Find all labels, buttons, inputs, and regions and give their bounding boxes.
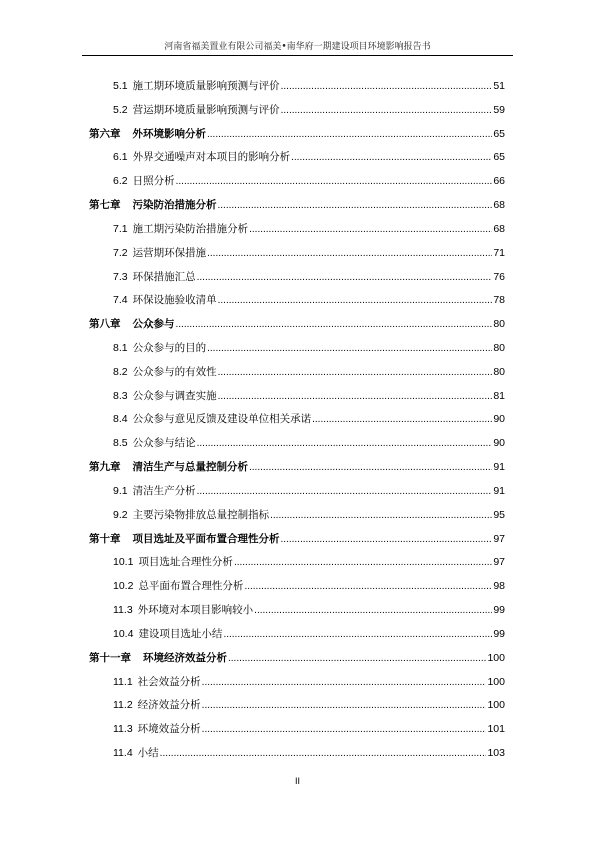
toc-entry-title: 营运期环境质量影响预测与评价: [132, 103, 280, 116]
toc-entry-title: 主要污染物排放总量控制指标: [132, 508, 270, 521]
toc-section-number: 11.4: [113, 746, 133, 759]
toc-dot-leader: [312, 412, 492, 428]
toc-section-entry: [89, 364, 505, 380]
toc-entry-title: 公众参与的目的: [132, 342, 207, 355]
toc-section-number: 8.4: [113, 413, 128, 426]
toc-chapter-number: 第十一章: [89, 651, 131, 664]
toc-page-number: 80: [493, 342, 505, 355]
toc-dot-leader: [218, 293, 493, 309]
toc-section-entry: [89, 721, 505, 737]
toc-section-number: 7.3: [113, 270, 128, 283]
toc-dot-leader: [281, 103, 493, 119]
toc-section-number: 5.1: [113, 80, 128, 92]
toc-dot-leader: [197, 270, 493, 286]
toc-chapter-number: 第十章: [89, 532, 121, 545]
toc-dot-leader: [218, 365, 493, 381]
toc-dot-leader: [249, 222, 492, 238]
toc-page-number: 80: [493, 365, 505, 378]
toc-entry-title: 社会效益分析: [137, 675, 201, 688]
toc-entry-title: 外环境对本项目影响较小: [137, 604, 254, 617]
toc-dot-leader: [176, 174, 493, 190]
toc-entry-title: 项目选址合理性分析: [138, 556, 233, 569]
toc-section-entry: [89, 507, 505, 523]
toc-entry-title: 环境经济效益分析: [143, 651, 227, 664]
toc-section-entry: [89, 221, 505, 237]
toc-entry-title: 经济效益分析: [137, 699, 201, 712]
toc-section-entry: [89, 578, 505, 594]
toc-section-number: 7.2: [113, 246, 128, 259]
toc-section-number: 5.2: [113, 103, 128, 116]
toc-chapter-entry: [89, 459, 505, 475]
toc-section-number: 11.1: [113, 675, 133, 688]
toc-section-entry: [89, 340, 505, 356]
toc-section-number: 10.1: [113, 556, 134, 569]
toc-chapter-number: 第九章: [89, 461, 121, 474]
toc-page-number: 99: [493, 604, 505, 617]
toc-section-number: 11.2: [113, 699, 133, 712]
toc-chapter-number: 第六章: [89, 127, 121, 140]
toc-entry-title: 环保设施验收清单: [132, 294, 217, 307]
toc-entry-title: 施工期污染防治措施分析: [132, 222, 249, 235]
toc-section-entry: [89, 674, 505, 690]
toc-page-number: 98: [493, 580, 505, 593]
toc-page-number: 91: [493, 484, 505, 497]
toc-entry-title: 施工期环境质量影响预测与评价: [132, 80, 280, 92]
toc-dot-leader: [160, 746, 487, 762]
toc-entry-title: 项目选址及平面布置合理性分析: [132, 532, 280, 545]
toc-dot-leader: [176, 317, 493, 333]
toc-section-entry: [89, 78, 505, 94]
toc-dot-leader: [218, 389, 493, 405]
toc-entry-title: 日照分析: [132, 175, 175, 188]
toc-page-number: 76: [493, 270, 505, 283]
toc-dot-leader: [270, 508, 492, 524]
toc-section-entry: [89, 245, 505, 261]
toc-dot-leader: [218, 198, 493, 214]
toc-section-number: 11.3: [113, 723, 133, 736]
toc-section-entry: [89, 602, 505, 618]
toc-page-number: 66: [493, 175, 505, 188]
toc-page-number: 65: [493, 127, 505, 140]
toc-dot-leader: [207, 246, 492, 262]
toc-section-number: 7.4: [113, 294, 128, 307]
toc-entry-title: 环保措施汇总: [132, 270, 196, 283]
toc-dot-leader: [197, 436, 493, 452]
toc-dot-leader: [228, 651, 486, 667]
toc-section-number: 7.1: [113, 222, 128, 235]
toc-entry-title: 公众参与的有效性: [132, 365, 217, 378]
toc-page-number: 100: [487, 675, 505, 688]
toc-page-number: 91: [493, 461, 505, 474]
toc-page-number: 81: [493, 389, 505, 402]
toc-chapter-entry: [89, 316, 505, 332]
toc-section-entry: [89, 411, 505, 427]
toc-page-number: 100: [487, 651, 505, 664]
toc-section-entry: [89, 554, 505, 570]
toc-dot-leader: [207, 341, 492, 357]
toc-section-number: 9.1: [113, 484, 128, 497]
toc-section-number: 10.2: [113, 580, 134, 593]
toc-section-number: 8.5: [113, 437, 128, 450]
toc-entry-title: 污染防治措施分析: [132, 199, 217, 212]
toc-section-entry: [89, 269, 505, 285]
toc-dot-leader: [244, 579, 492, 595]
toc-page-number: 101: [487, 723, 505, 736]
toc-entry-title: 运营期环保措施: [132, 246, 207, 259]
toc-entry-title: 外环境影响分析: [132, 127, 206, 140]
running-header: 河南省福美置业有限公司福美•南华府一期建设项目环境影响报告书: [82, 40, 513, 56]
toc-chapter-entry: [89, 197, 505, 213]
toc-page-number: 78: [493, 294, 505, 307]
toc-page-number: 99: [493, 627, 505, 640]
toc-page-number: 65: [493, 151, 505, 164]
toc-entry-title: 外界交通噪声对本项目的影响分析: [132, 151, 291, 164]
toc-page-number: 90: [493, 413, 505, 426]
toc-chapter-entry: [89, 650, 505, 666]
toc-section-entry: [89, 697, 505, 713]
toc-entry-title: 清洁生产与总量控制分析: [132, 461, 248, 474]
toc-section-number: 10.4: [113, 627, 134, 640]
toc-entry-title: 建设项目选址小结: [138, 627, 223, 640]
toc-dot-leader: [281, 79, 493, 95]
toc-section-number: 6.2: [113, 175, 128, 188]
toc-dot-leader: [254, 603, 492, 619]
toc-chapter-number: 第八章: [89, 318, 121, 331]
page-number: II: [294, 776, 300, 786]
toc-section-entry: [89, 626, 505, 642]
toc-dot-leader: [291, 150, 492, 166]
toc-entry-title: 环境效益分析: [137, 723, 201, 736]
toc-chapter-entry: [89, 531, 505, 547]
toc-page-number: 90: [493, 437, 505, 450]
toc-section-number: 6.1: [113, 151, 128, 164]
toc-page-number: 95: [493, 508, 505, 521]
toc-section-number: 8.3: [113, 389, 128, 402]
toc-page-number: 97: [493, 556, 505, 569]
toc-page-number: 68: [493, 222, 505, 235]
toc-entry-title: 公众参与结论: [132, 437, 196, 450]
toc-entry-title: 公众参与调查实施: [132, 389, 217, 402]
toc-section-entry: [89, 483, 505, 499]
toc-dot-leader: [249, 460, 492, 476]
toc-page-number: 71: [493, 246, 505, 259]
toc-page-number: 68: [493, 199, 505, 212]
toc-entry-title: 清洁生产分析: [132, 484, 196, 497]
toc-chapter-entry: [89, 126, 505, 142]
toc-dot-leader: [202, 722, 487, 738]
toc-section-entry: [89, 745, 505, 761]
toc-entry-title: 小结: [137, 746, 159, 759]
toc-dot-leader: [202, 698, 487, 714]
toc-section-entry: [89, 102, 505, 118]
toc-dot-leader: [197, 484, 493, 500]
toc-dot-leader: [234, 555, 492, 571]
toc-page-number: 97: [493, 532, 505, 545]
toc-section-entry: [89, 173, 505, 189]
toc-dot-leader: [207, 127, 492, 143]
toc-dot-leader: [223, 627, 492, 643]
toc-section-entry: [89, 292, 505, 308]
toc-section-number: 8.2: [113, 365, 128, 378]
toc-section-entry: [89, 435, 505, 451]
toc-page-number: 80: [493, 318, 505, 331]
toc-section-number: 11.3: [113, 604, 133, 617]
toc-chapter-number: 第七章: [89, 199, 121, 212]
toc-dot-leader: [281, 532, 493, 548]
toc-entry-title: 公众参与意见反馈及建设单位相关承诺: [132, 413, 312, 426]
toc-section-number: 9.2: [113, 508, 128, 521]
toc-section-entry: [89, 388, 505, 404]
toc-page-number: 51: [493, 80, 505, 92]
toc-section-number: 8.1: [113, 342, 128, 355]
toc-page-number: 100: [487, 699, 505, 712]
toc-entry-title: 公众参与: [132, 318, 175, 331]
toc-entry-title: 总平面布置合理性分析: [138, 580, 244, 593]
toc-page-number: 59: [493, 103, 505, 116]
toc-page-number: 103: [487, 746, 505, 759]
toc-section-entry: [89, 149, 505, 165]
toc-dot-leader: [202, 675, 487, 691]
